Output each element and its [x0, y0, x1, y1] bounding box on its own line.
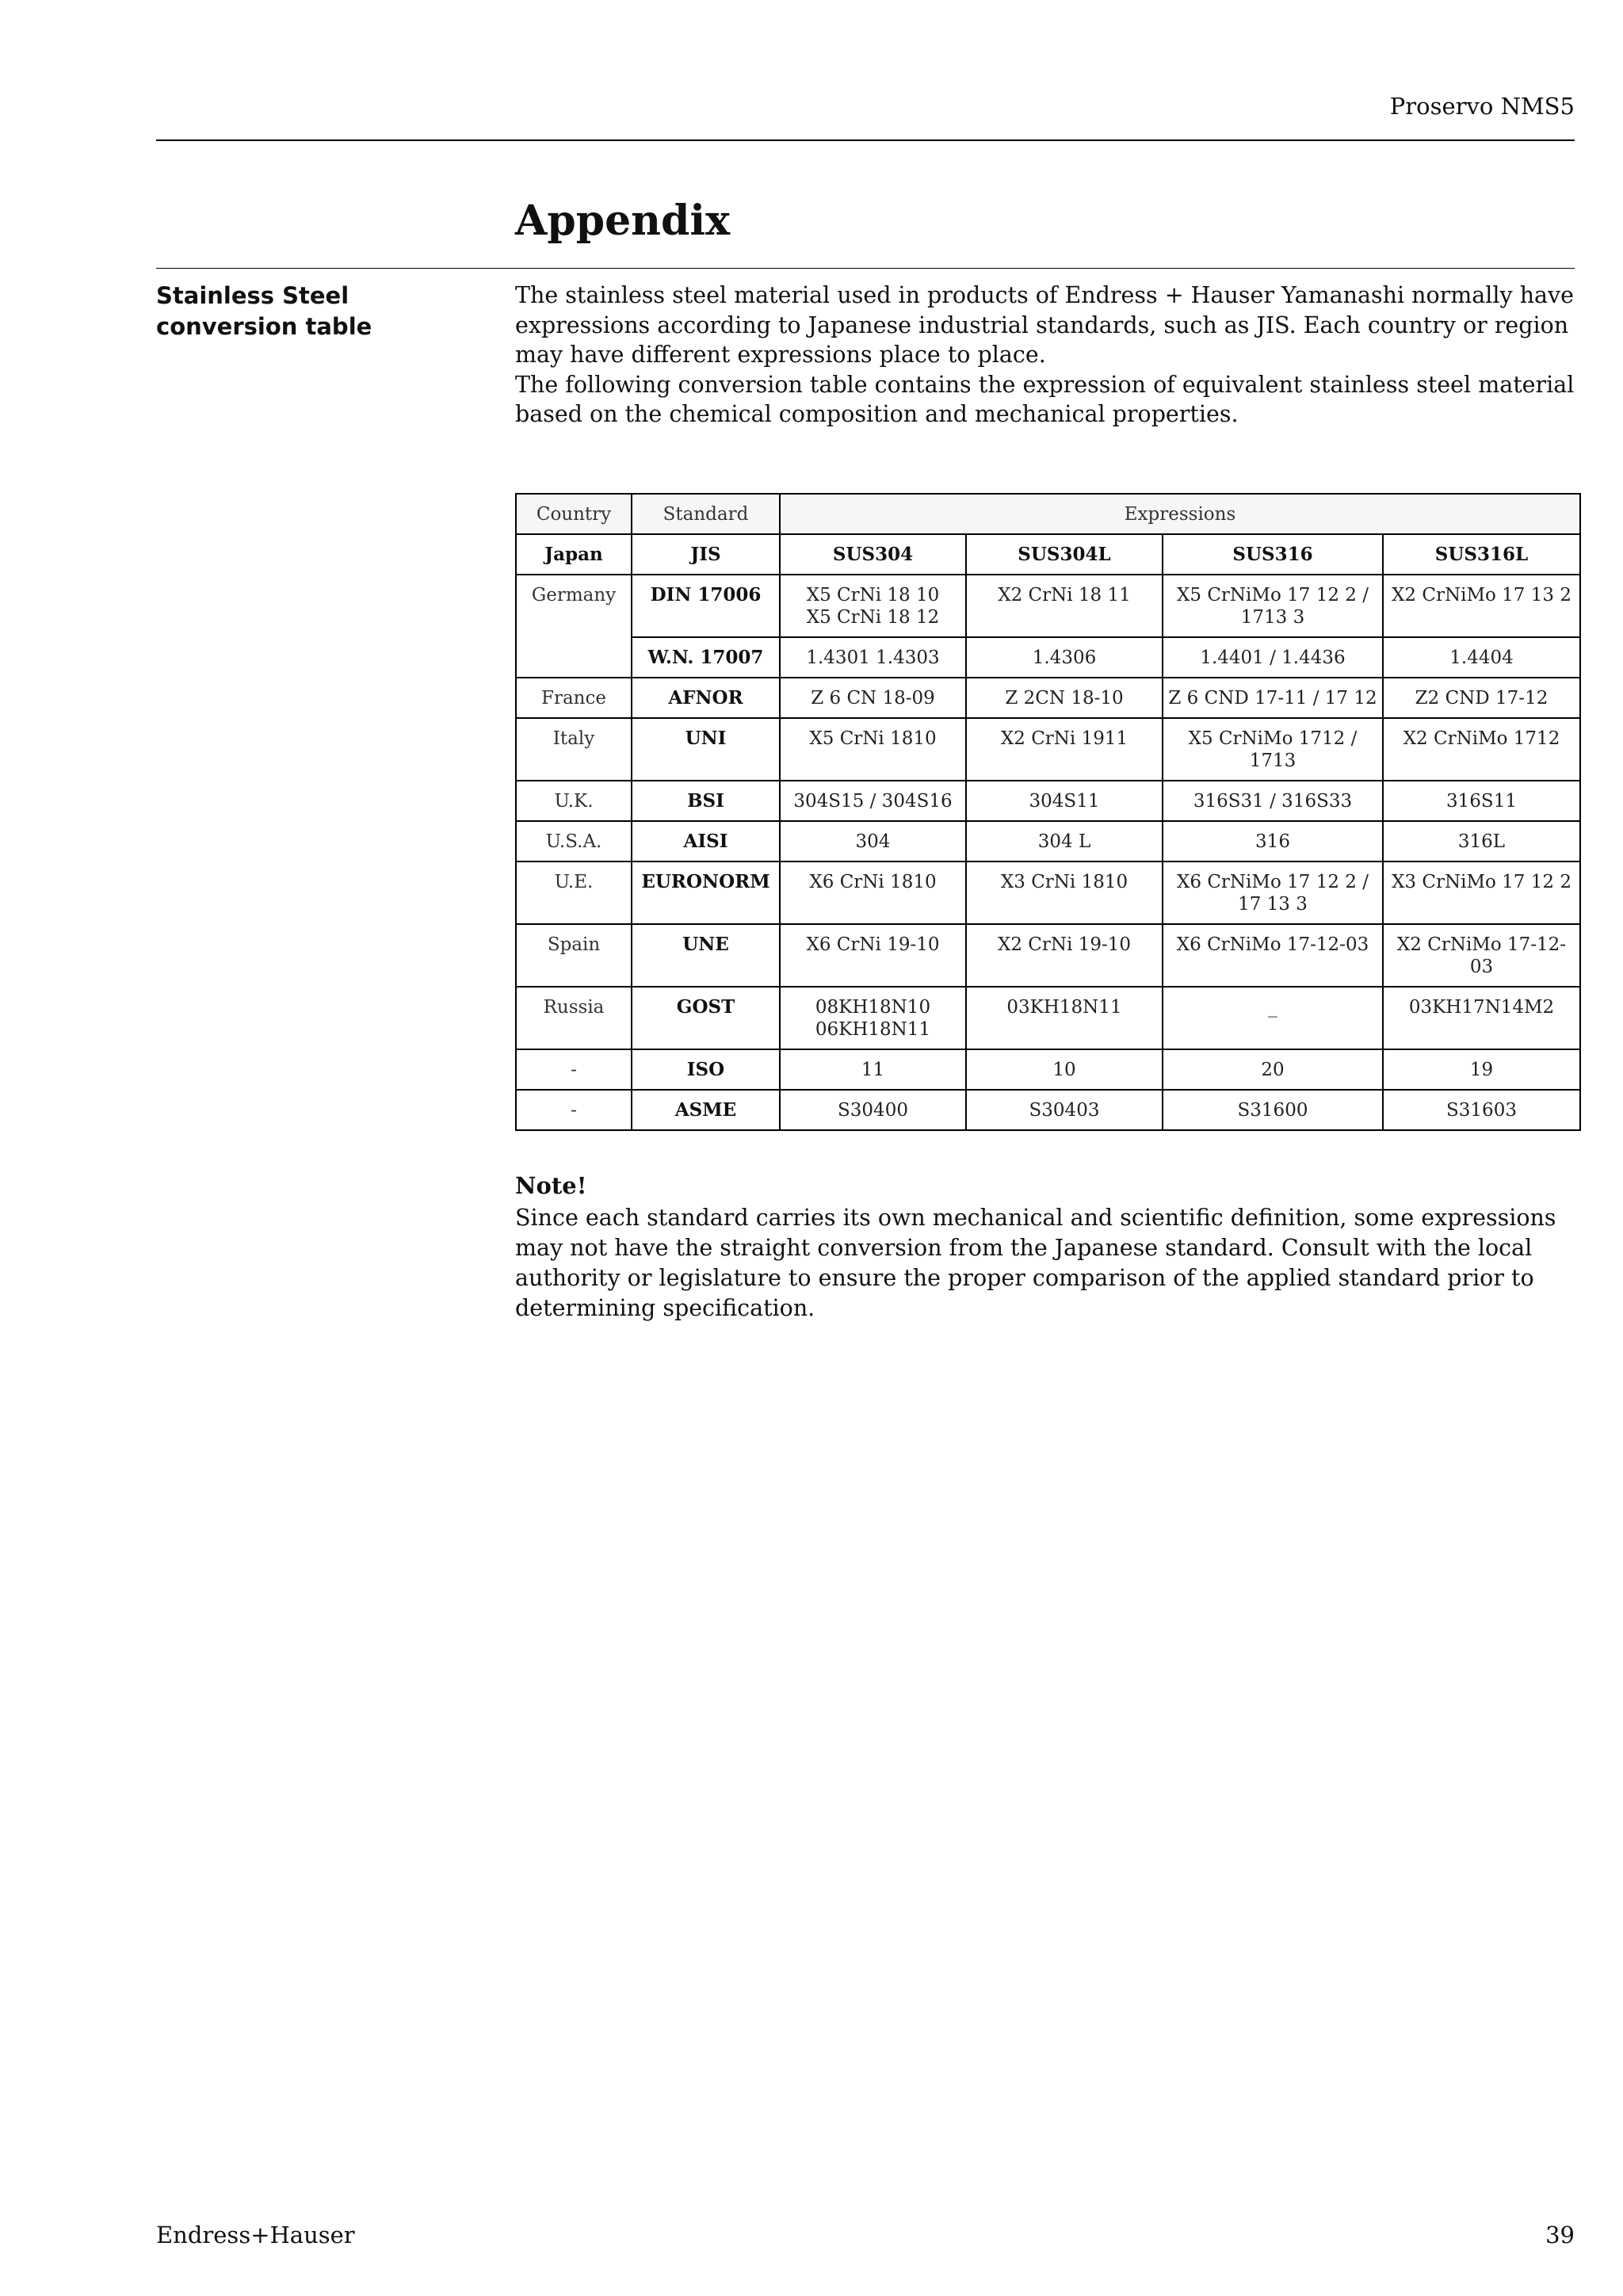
table-row: [516, 924, 1580, 987]
expression-cell: 316S31 / 316S33: [1163, 781, 1383, 821]
expression-cell: Z 6 CN 18-09: [780, 678, 966, 718]
table-body-rows: [516, 678, 1580, 1130]
column-header-standard: Standard: [632, 494, 780, 534]
expression-cell: SUS304L: [966, 534, 1163, 575]
country-cell: Japan: [516, 534, 632, 575]
title-divider: [156, 268, 1575, 269]
country-cell: Italy: [516, 718, 632, 781]
expression-cell: X2 CrNiMo 17-12- 03: [1383, 924, 1580, 987]
standard-cell: UNI: [632, 718, 780, 781]
standard-cell: UNE: [632, 924, 780, 987]
expression-cell: SUS316: [1163, 534, 1383, 575]
country-cell: Russia: [516, 987, 632, 1049]
expression-cell: 316L: [1383, 821, 1580, 861]
standard-cell: JIS: [632, 534, 780, 575]
country-cell: -: [516, 1090, 632, 1130]
header-divider: [156, 139, 1575, 141]
standard-cell: W.N. 17007: [632, 637, 780, 678]
expression-cell: 1.4404: [1383, 637, 1580, 678]
expression-cell: S31603: [1383, 1090, 1580, 1130]
expression-cell: S30403: [966, 1090, 1163, 1130]
standard-cell: EURONORM: [632, 861, 780, 924]
expression-cell: X6 CrNi 19-10: [780, 924, 966, 987]
expression-cell: Z2 CND 17-12: [1383, 678, 1580, 718]
table-row-germany-din: [516, 575, 1580, 637]
footer-brand: Endress+Hauser: [156, 2222, 355, 2248]
conversion-table: [515, 493, 1581, 1131]
table-row: [516, 1049, 1580, 1090]
table-row: [516, 718, 1580, 781]
expression-cell: X5 CrNi 18 10 X5 CrNi 18 12: [780, 575, 966, 637]
expression-cell: 10: [966, 1049, 1163, 1090]
standard-cell: ISO: [632, 1049, 780, 1090]
column-header-expressions: Expressions: [780, 494, 1580, 534]
expression-cell: 304: [780, 821, 966, 861]
table-row: [516, 987, 1580, 1049]
expression-cell: X6 CrNiMo 17-12-03: [1163, 924, 1383, 987]
expression-cell: _: [1163, 987, 1383, 1049]
country-cell: U.S.A.: [516, 821, 632, 861]
expression-cell: SUS316L: [1383, 534, 1580, 575]
table-row: [516, 861, 1580, 924]
expression-cell: 1.4306: [966, 637, 1163, 678]
expression-cell: 1.4301 1.4303: [780, 637, 966, 678]
page-number: 39: [1545, 2222, 1575, 2248]
expression-cell: 316: [1163, 821, 1383, 861]
expression-cell: X6 CrNi 1810: [780, 861, 966, 924]
intro-text: [515, 281, 1575, 430]
expression-cell: 20: [1163, 1049, 1383, 1090]
country-cell: U.K.: [516, 781, 632, 821]
expression-cell: X5 CrNiMo 1712 / 1713: [1163, 718, 1383, 781]
expression-cell: X6 CrNiMo 17 12 2 / 17 13 3: [1163, 861, 1383, 924]
expression-cell: 19: [1383, 1049, 1580, 1090]
header-product-name: Proservo NMS5: [1389, 93, 1575, 120]
expression-cell: X2 CrNiMo 17 13 2: [1383, 575, 1580, 637]
standard-cell: BSI: [632, 781, 780, 821]
standard-cell: AISI: [632, 821, 780, 861]
expression-cell: Z 6 CND 17-11 / 17 12: [1163, 678, 1383, 718]
country-cell: France: [516, 678, 632, 718]
table-row-germany-wn: [516, 637, 1580, 678]
expression-cell: X3 CrNiMo 17 12 2: [1383, 861, 1580, 924]
intro-paragraph-1: The stainless steel material used in products of Endress + Hauser Yamanashi normally have expressions according to Japanese industrial standards, such as JIS. Each country or region may have different expressions place to place.: [515, 282, 1575, 368]
expression-cell: Z 2CN 18-10: [966, 678, 1163, 718]
expression-cell: 1.4401 / 1.4436: [1163, 637, 1383, 678]
table-row: [516, 1090, 1580, 1130]
expression-cell: 11: [780, 1049, 966, 1090]
country-cell: U.E.: [516, 861, 632, 924]
standard-cell: ASME: [632, 1090, 780, 1130]
expression-cell: X3 CrNi 1810: [966, 861, 1163, 924]
expression-cell: 304S15 / 304S16: [780, 781, 966, 821]
table-row: [516, 781, 1580, 821]
country-cell: Germany: [516, 575, 632, 678]
expression-cell: X2 CrNiMo 1712: [1383, 718, 1580, 781]
expression-cell: 08KH18N10 06KH18N11: [780, 987, 966, 1049]
expression-cell: S31600: [1163, 1090, 1383, 1130]
country-cell: Spain: [516, 924, 632, 987]
expression-cell: 03KH17N14M2: [1383, 987, 1580, 1049]
table-row: [516, 821, 1580, 861]
standard-cell: GOST: [632, 987, 780, 1049]
expression-cell: X2 CrNi 19-10: [966, 924, 1163, 987]
expression-cell: X2 CrNi 18 11: [966, 575, 1163, 637]
page-title: Appendix: [515, 197, 731, 245]
expression-cell: SUS304: [780, 534, 966, 575]
expression-cell: X5 CrNiMo 17 12 2 / 1713 3: [1163, 575, 1383, 637]
intro-paragraph-2: The following conversion table contains the expression of equivalent stainless steel material based on the chemical composition and mechanical properties.: [515, 371, 1575, 427]
expression-cell: X5 CrNi 1810: [780, 718, 966, 781]
section-heading: Stainless Steel conversion table: [156, 282, 372, 340]
column-header-country: Country: [516, 494, 632, 534]
expression-cell: 304S11: [966, 781, 1163, 821]
expression-cell: 03KH18N11: [966, 987, 1163, 1049]
expression-cell: S30400: [780, 1090, 966, 1130]
expression-cell: 304 L: [966, 821, 1163, 861]
note-title: Note!: [515, 1172, 587, 1199]
expression-cell: X2 CrNi 1911: [966, 718, 1163, 781]
note-body: Since each standard carries its own mechanical and scientific definition, some expressions may not have the straight conversion from the Japanese standard. Consult with the local authority or legislature to ensure the proper comparison of the applied standard prior to determining specification.: [515, 1205, 1556, 1321]
table-row-japan: [516, 534, 1580, 575]
standard-cell: AFNOR: [632, 678, 780, 718]
table-row: [516, 678, 1580, 718]
standard-cell: DIN 17006: [632, 575, 780, 637]
table-header-row: [516, 494, 1580, 534]
expression-cell: 316S11: [1383, 781, 1580, 821]
country-cell: -: [516, 1049, 632, 1090]
